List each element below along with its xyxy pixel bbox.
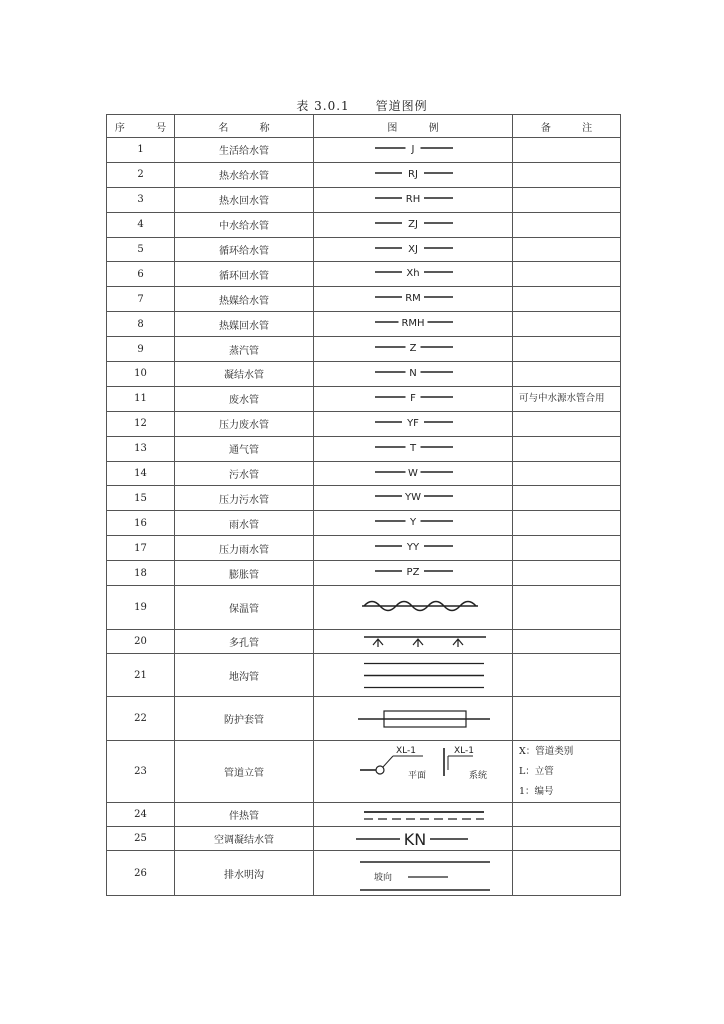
pipe-name: 热水回水管: [175, 187, 314, 212]
pipe-name: 保温管: [175, 586, 314, 630]
table-row: [107, 212, 621, 237]
pipe-legend-cell: [314, 262, 513, 287]
pipe-legend-cell: [314, 187, 513, 212]
note-cell: [513, 287, 621, 312]
note-cell: [513, 436, 621, 461]
legend-drawing: [318, 655, 508, 696]
pipe-name: 生活给水管: [175, 138, 314, 163]
legend-drawing: [318, 804, 508, 826]
note-cell: [513, 486, 621, 511]
row-number: 6: [107, 262, 175, 287]
table-row: [107, 461, 621, 486]
pipe-code: XJ: [408, 243, 418, 255]
pipe-legend-cell: [314, 536, 513, 561]
perforation-mark: [413, 639, 423, 647]
row-number: 12: [107, 411, 175, 436]
legend-drawing: [318, 487, 508, 509]
pipe-name: 循环给水管: [175, 237, 314, 262]
legend-drawing: [318, 537, 508, 559]
note-cell: [513, 312, 621, 337]
note-cell: [513, 337, 621, 362]
pipe-legend-cell: [314, 436, 513, 461]
row-number: 17: [107, 536, 175, 561]
pipe-legend-table: [106, 114, 621, 896]
table-row: [107, 362, 621, 387]
pipe-legend-cell: [314, 411, 513, 436]
pipe-code: Y: [409, 517, 417, 529]
pipe-legend-cell: [314, 511, 513, 536]
table-row: [107, 697, 621, 741]
pipe-code: Z: [409, 343, 417, 355]
header-legend: 图 例: [314, 115, 513, 138]
legend-drawing: [318, 313, 508, 335]
slope-label: 坡向: [373, 872, 393, 883]
table-number: 表 3.0.1: [296, 99, 350, 113]
row-number: 11: [107, 386, 175, 411]
note-cell: [513, 212, 621, 237]
perforation-mark: [453, 639, 463, 647]
row-number: 9: [107, 337, 175, 362]
pipe-name: 防护套管: [175, 697, 314, 741]
note-cell: [513, 511, 621, 536]
pipe-name: 热媒回水管: [175, 312, 314, 337]
header-seq: 序 号: [107, 115, 175, 138]
note-cell: [513, 741, 621, 803]
row-number: 8: [107, 312, 175, 337]
legend-drawing: [318, 189, 508, 211]
pipe-legend-cell: [314, 287, 513, 312]
row-number: 3: [107, 187, 175, 212]
note-cell: [513, 561, 621, 586]
row-number: 1: [107, 138, 175, 163]
pipe-code: F: [410, 392, 416, 404]
note-line: X：管道类别: [519, 745, 574, 757]
row-number: 15: [107, 486, 175, 511]
table-row: [107, 312, 621, 337]
riser-tag: XL-1: [454, 745, 474, 756]
pipe-legend-cell: [314, 803, 513, 827]
pipe-name: 废水管: [175, 386, 314, 411]
table-row: [107, 187, 621, 212]
header-note: 备 注: [513, 115, 621, 138]
legend-drawing: [318, 631, 508, 653]
table-row: [107, 287, 621, 312]
pipe-legend-cell: [314, 561, 513, 586]
table-row: [107, 654, 621, 697]
note-cell: [513, 362, 621, 387]
leader-line: [383, 756, 393, 767]
legend-drawing: [318, 852, 508, 895]
pipe-legend-cell: [314, 741, 513, 803]
note-cell: [513, 411, 621, 436]
row-number: 19: [107, 586, 175, 630]
legend-drawing: [318, 562, 508, 584]
legend-drawing: [318, 587, 508, 629]
pipe-code: ZJ: [408, 218, 418, 230]
pipe-name: 压力雨水管: [175, 536, 314, 561]
legend-drawing: [318, 463, 508, 485]
table-row: [107, 386, 621, 411]
table-row: [107, 337, 621, 362]
pipe-name: 伴热管: [175, 803, 314, 827]
legend-drawing: [318, 388, 508, 410]
pipe-legend-cell: [314, 312, 513, 337]
pipe-legend-cell: [314, 461, 513, 486]
note-cell: [513, 162, 621, 187]
riser-circle: [376, 766, 384, 774]
legend-drawing: [318, 363, 508, 385]
legend-drawing: [318, 338, 508, 360]
note-cell: [513, 827, 621, 851]
pipe-code: RH: [405, 193, 421, 205]
row-number: 10: [107, 362, 175, 387]
pipe-legend-cell: [314, 386, 513, 411]
row-number: 24: [107, 803, 175, 827]
table-row: [107, 162, 621, 187]
table-caption: 管道图例: [375, 99, 428, 113]
legend-drawing: [318, 413, 508, 435]
row-number: 7: [107, 287, 175, 312]
pipe-code: J: [411, 143, 415, 155]
pipe-name: 雨水管: [175, 511, 314, 536]
pipe-legend-cell: [314, 654, 513, 697]
table-row: [107, 486, 621, 511]
pipe-code: Xh: [406, 268, 420, 280]
note-cell: [513, 803, 621, 827]
pipe-code: T: [409, 442, 417, 454]
row-number: 13: [107, 436, 175, 461]
note-cell: [513, 461, 621, 486]
note-cell: [513, 138, 621, 163]
perforation-mark: [373, 639, 383, 647]
pipe-name: 膨胀管: [175, 561, 314, 586]
row-number: 20: [107, 630, 175, 654]
legend-drawing: [318, 698, 508, 740]
pipe-legend-cell: [314, 212, 513, 237]
pipe-name: 管道立管: [175, 741, 314, 803]
row-number: 16: [107, 511, 175, 536]
pipe-legend-cell: [314, 697, 513, 741]
row-number: 23: [107, 741, 175, 803]
pipe-legend-cell: [314, 237, 513, 262]
note-cell: [513, 187, 621, 212]
table-row: [107, 561, 621, 586]
pipe-legend-cell: [314, 851, 513, 896]
legend-drawing: [318, 239, 508, 261]
table-row: [107, 851, 621, 896]
legend-drawing: [318, 263, 508, 285]
row-number: 4: [107, 212, 175, 237]
row-number: 5: [107, 237, 175, 262]
pipe-code: YY: [406, 542, 420, 554]
note-cell: [513, 586, 621, 630]
legend-drawing: [318, 288, 508, 310]
pipe-name: 压力废水管: [175, 411, 314, 436]
note-cell: [513, 630, 621, 654]
row-number: 21: [107, 654, 175, 697]
pipe-name: 地沟管: [175, 654, 314, 697]
row-number: 2: [107, 162, 175, 187]
pipe-legend-cell: [314, 162, 513, 187]
pipe-name: 热水给水管: [175, 162, 314, 187]
legend-drawing: [318, 214, 508, 236]
table-row: [107, 803, 621, 827]
pipe-legend-cell: [314, 630, 513, 654]
riser-tag: XL-1: [396, 745, 416, 756]
note-line: L：立管: [519, 765, 554, 777]
pipe-name: 通气管: [175, 436, 314, 461]
note-cell: [513, 851, 621, 896]
row-number: 26: [107, 851, 175, 896]
pipe-legend-cell: [314, 337, 513, 362]
pipe-legend-cell: [314, 486, 513, 511]
table-row: [107, 827, 621, 851]
header-name: 名 称: [175, 115, 314, 138]
pipe-legend-cell: [314, 586, 513, 630]
row-number: 22: [107, 697, 175, 741]
legend-drawing: [318, 164, 508, 186]
pipe-code: N: [409, 367, 417, 379]
header-row: [107, 115, 621, 138]
note-cell: [513, 262, 621, 287]
pipe-name: 空调凝结水管: [175, 827, 314, 851]
note-line: 1：编号: [519, 785, 554, 797]
table-row: [107, 436, 621, 461]
legend-drawing: [318, 139, 508, 161]
pipe-name: 蒸汽管: [175, 337, 314, 362]
plan-label: 平面: [407, 770, 427, 781]
row-number: 25: [107, 827, 175, 851]
pipe-name: 污水管: [175, 461, 314, 486]
pipe-name: 循环回水管: [175, 262, 314, 287]
table-row: [107, 411, 621, 436]
note-cell: [513, 536, 621, 561]
table-row: [107, 511, 621, 536]
pipe-code: YF: [407, 417, 419, 429]
note-cell: [513, 697, 621, 741]
pipe-code: YW: [405, 492, 421, 504]
table-row: [107, 741, 621, 803]
pipe-code: KN: [403, 829, 427, 849]
pipe-code: PZ: [406, 567, 420, 579]
table-row: [107, 536, 621, 561]
table-row: [107, 586, 621, 630]
pipe-code: RM: [405, 293, 421, 305]
row-number: 14: [107, 461, 175, 486]
pipe-name: 中水给水管: [175, 212, 314, 237]
table-row: [107, 630, 621, 654]
pipe-code: W: [408, 467, 418, 479]
table-row: [107, 138, 621, 163]
table-row: [107, 237, 621, 262]
table-row: [107, 262, 621, 287]
pipe-name: 热媒给水管: [175, 287, 314, 312]
table-title: [0, 97, 724, 114]
legend-drawing: [318, 512, 508, 534]
note-cell: [513, 237, 621, 262]
system-label: 系统: [468, 770, 488, 781]
note-cell: [513, 654, 621, 697]
legend-drawing: [318, 742, 508, 802]
legend-drawing: [318, 828, 508, 850]
pipe-legend-cell: [314, 827, 513, 851]
row-number: 18: [107, 561, 175, 586]
pipe-name: 凝结水管: [175, 362, 314, 387]
pipe-name: 多孔管: [175, 630, 314, 654]
pipe-legend-cell: [314, 138, 513, 163]
pipe-name: 压力污水管: [175, 486, 314, 511]
legend-drawing: [318, 438, 508, 460]
note-cell: 可与中水源水管合用: [513, 386, 621, 411]
pipe-name: 排水明沟: [175, 851, 314, 896]
pipe-legend-cell: [314, 362, 513, 387]
pipe-code: RJ: [408, 168, 418, 180]
pipe-code: RMH: [401, 318, 425, 330]
